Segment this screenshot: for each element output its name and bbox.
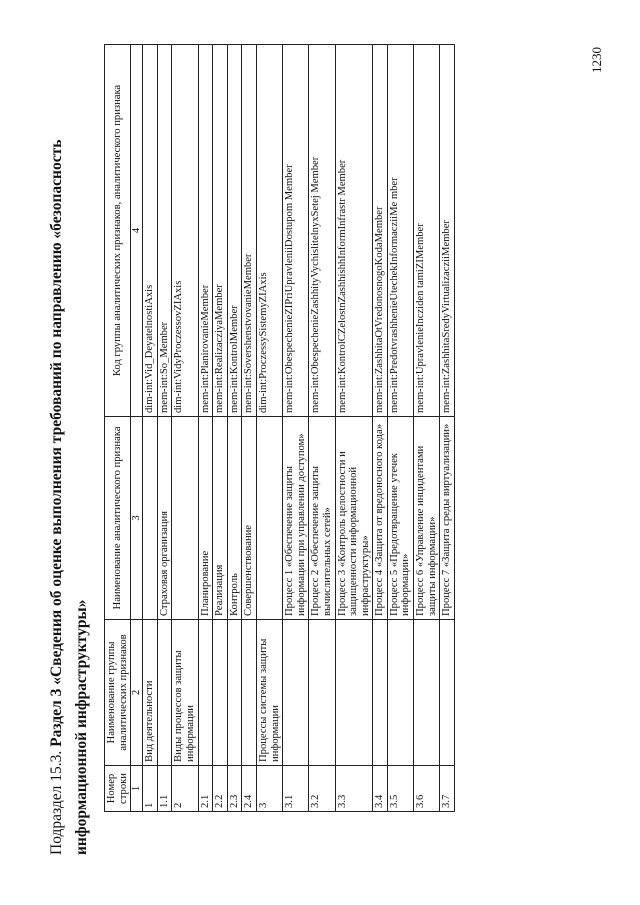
column-number: 1 <box>131 766 143 812</box>
row-code: mem-int:SovershenstvovanieMember <box>242 45 257 417</box>
row-group: Виды процессов защиты информации <box>172 620 198 766</box>
row-code: mem-int:ObespechenieZIPriUpravleniiDostupom Member <box>283 45 309 417</box>
row-number: 2 <box>172 766 198 812</box>
row-code: mem-int:ObespechenieZashhityVychislitelnyxSetej Member <box>309 45 335 417</box>
row-feature: Процесс 5 «Предотвращение утечек информации» <box>387 417 413 620</box>
table-row <box>414 45 440 812</box>
header-feature-name: Наименование аналитического признака <box>105 417 131 620</box>
row-code: mem-int:UpravlenieIncziden tamiZIMember <box>414 45 440 417</box>
row-code: mem-int:KontrolCZelostnZashhishhInformInfrastr Member <box>335 45 373 417</box>
heading-prefix: Подраздел 15.3. <box>48 746 65 855</box>
row-feature: Процесс 6 «Управление инцидентами защиты информации» <box>414 417 440 620</box>
table-row <box>172 45 198 812</box>
table-row <box>157 45 172 812</box>
row-code: mem-int:ZashhitaSredyVirtualizacziiMember <box>440 45 455 417</box>
row-group <box>440 620 455 766</box>
column-number: 3 <box>131 417 143 620</box>
header-row-number: Номер строки <box>105 766 131 812</box>
row-code: mem-int:KontrolMember <box>227 45 242 417</box>
row-number: 3.7 <box>440 766 455 812</box>
table-row <box>283 45 309 812</box>
analytic-features-table <box>104 44 455 812</box>
row-code: dim-int:VidyProczessovZIAxis <box>172 45 198 417</box>
row-group: Вид деятельности <box>143 620 158 766</box>
row-number: 2.4 <box>242 766 257 812</box>
header-code: Код группы аналитических признаков, аналитического признака <box>105 45 131 417</box>
column-number-row <box>131 45 143 812</box>
row-group <box>335 620 373 766</box>
row-group <box>213 620 228 766</box>
row-number: 2.2 <box>213 766 228 812</box>
table-row <box>387 45 413 812</box>
row-feature <box>256 417 282 620</box>
row-feature: Процесс 2 «Обеспечение защиты вычислительных сетей» <box>309 417 335 620</box>
row-feature: Процесс 4 «Защита от вредоносного кода» <box>373 417 388 620</box>
row-number: 3.2 <box>309 766 335 812</box>
row-number: 3.3 <box>335 766 373 812</box>
table-row <box>227 45 242 812</box>
row-code: dim-int:Vid_DeyatelnostiAxis <box>143 45 158 417</box>
row-feature: Совершенствование <box>242 417 257 620</box>
row-number: 3 <box>256 766 282 812</box>
row-feature: Контроль <box>227 417 242 620</box>
heading-title: Раздел 3 «Сведения об оценке выполнения требований по направлению «безопасность информационной инфраструктуры» <box>48 139 90 855</box>
row-code: mem-int:PlanirovanieMember <box>198 45 213 417</box>
header-row <box>105 45 131 812</box>
row-group <box>283 620 309 766</box>
column-number: 2 <box>131 620 143 766</box>
table-row <box>213 45 228 812</box>
table-row <box>242 45 257 812</box>
row-code: dim-int:ProczessySistemyZIAxis <box>256 45 282 417</box>
table-row <box>440 45 455 812</box>
table-row <box>143 45 158 812</box>
row-feature: Планирование <box>198 417 213 620</box>
table-row <box>309 45 335 812</box>
row-number: 3.5 <box>387 766 413 812</box>
row-group <box>157 620 172 766</box>
table-row <box>256 45 282 812</box>
header-group-name: Наименование группы аналитических признаков <box>105 620 131 766</box>
row-feature: Процесс 7 «Защита среды виртуализации» <box>440 417 455 620</box>
row-group <box>198 620 213 766</box>
row-group <box>242 620 257 766</box>
row-group <box>373 620 388 766</box>
row-number: 3.4 <box>373 766 388 812</box>
row-number: 1.1 <box>157 766 172 812</box>
row-code: mem-int:RealizacziyaMember <box>213 45 228 417</box>
row-group <box>227 620 242 766</box>
row-group: Процессы системы защиты информации <box>256 620 282 766</box>
row-feature: Процесс 1 «Обеспечение защиты информации при управлении доступом» <box>283 417 309 620</box>
table-row <box>335 45 373 812</box>
row-code: mem-int:So_Member <box>157 45 172 417</box>
row-group <box>387 620 413 766</box>
row-code: mem-int:ZashhitaOtVredonosnogoKodaMember <box>373 45 388 417</box>
table-row <box>198 45 213 812</box>
row-feature: Реализация <box>213 417 228 620</box>
column-number: 4 <box>131 45 143 417</box>
section-heading <box>44 40 94 855</box>
page-number: 1230 <box>589 47 604 73</box>
row-number: 3.1 <box>283 766 309 812</box>
row-number: 2.1 <box>198 766 213 812</box>
row-feature <box>143 417 158 620</box>
row-feature: Страховая организация <box>157 417 172 620</box>
row-feature <box>172 417 198 620</box>
row-number: 2.3 <box>227 766 242 812</box>
row-number: 1 <box>143 766 158 812</box>
row-group <box>309 620 335 766</box>
row-number: 3.6 <box>414 766 440 812</box>
row-group <box>414 620 440 766</box>
table-row <box>373 45 388 812</box>
row-feature: Процесс 3 «Контроль целостности и защищенности информационной инфраструктуры» <box>335 417 373 620</box>
row-code: mem-int:PredotvrashhenieUtechekInformacziiMe mber <box>387 45 413 417</box>
